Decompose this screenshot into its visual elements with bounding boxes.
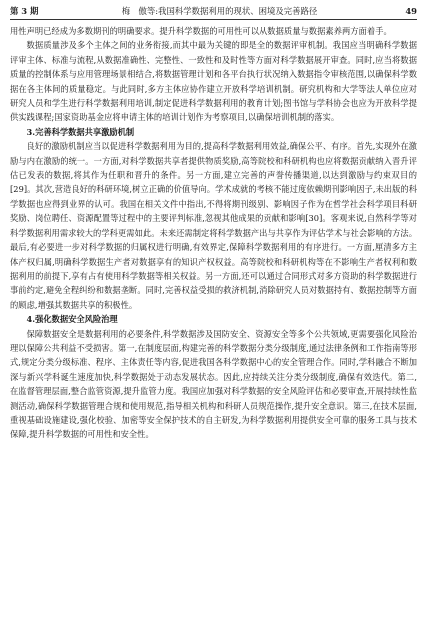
page-number: 49 — [405, 6, 417, 16]
section-heading-security: 4.强化数据安全风险治理 — [26, 314, 118, 325]
running-title: 梅 傲等:我国科学数据利用的现状、困境及完善路径 — [121, 6, 318, 16]
body-text — [10, 24, 417, 442]
paragraph-incentive: 良好的激励机制应当以促进科学数据利用为目的,提高科学数据利用效益,确保公平、有序。首先,实现外在激励与内在激励的统一。一方面,对科学数据共享者提供物质奖励,高等院校和科研机构也应将数据贡献纳入晋升评估已发表的数据,将其作为任职和晋升的条件。另一方面,建立完善的声誉传播渠道,以达到激励与约束双目的[29]。其次,营造良好的科研环境,树立正确的价值导向。学术成就的考核不能过度依赖期刊影响因子,未出版的科学数据也应得到业界的认可。我国在相关文件中指出,不得将期刊级别、影响因子作为在哲学社会科学项目科研奖励、岗位聘任、资源配置等过程中的主要评判标准,忽视其他成果的贡献和影响[30]。客观来说,自然科学等对科学数据利用需求较大的学科更需如此。未来还需制定将科学数据产出与共享作为评估学术与社会影响的方法。最后,有必要进一步对科学数据的归属权进行明确,有效界定,保障科学数据利用的有序进行。一方面,厘清多方主体产权归属,明确科学数据生产者对数据享有的知识产权权益。高等院校和科研机构等在不影响生产者权利和数据利用的前提下,享有占有使用科学数据等相关权益。另一方面,还可以通过合同形式对多方资助的科学数据进行事前约定,避免全程纠纷和数据垄断。同时,完善权益受损的救济机制,消除研究人员对数据持有、数据控制等方面的顾虑,增强其数据共享的积极性。 — [10, 141, 417, 310]
issue-label: 第 3 期 — [10, 6, 39, 16]
paragraph-data-quality: 数据质量涉及多个主体之间的业务衔接,而其中最为关键的即是全的数据评审机制。我国应当明确科学数据评审主体、标准与流程,从数据准确性、完整性、一致性和及时性等方面对科学数据展开审查。同时,应当将数据质量的控制体系与应用管理场景相结合,将数据管理计划和各平台执行状况纳入数据指令审核范围,以确保科学数据在各主体间的质量稳定。与此同时,多方主体应协作建立开放科学培训机制。研究机构和大学等法人单位应对研究人员和学生进行科学数据利用培训,制定促进科学数据利用的教育计划;图书馆与学科协会也应为开放科学提供实践课程;国家资助基金应将申请主体的培训计划作为考察项目,以确保培训机制的落实。 — [10, 40, 417, 123]
paragraph-continuation: 用性声明已经成为多数期刊的明确要求。提升科学数据的可用性可以从数据质量与数据素养两方面着手。 — [10, 26, 392, 36]
paragraph-security: 保障数据安全是数据利用的必要条件,科学数据涉及国防安全、资源安全等多个公共领域,更需要强化风险治理以保障公共利益不受损害。第一,在制度层面,构建完善的科学数据分类分级制度,通过法律条例和工作指南等形式,规定分类分级标准、程序、主体责任等内容,促进我国各科学数据中心的安全管理合作。同时,学科融合不断加深与新兴学科诞生速度加快,科学数据处于动态发展状态。因此,应持续关注分类分级制度,确保有效迭代。第二,在监督管理层面,整合监管资源,提升监管力度。我国应加强对科学数据的安全风险评估和必要审查,开展持续性监测活动,确保科学数据管理合规和使用规范,指导相关机构和科研人员规范操作,提升安全意识。第三,在技术层面,重视基础设施建设,强化校验、加密等安全保护技术的自主研发,为科学数据利用提供安全可靠的服务工具与技术保障,提升科学数据的可用性和安全性。 — [10, 328, 417, 440]
running-header — [10, 4, 417, 20]
document-page — [10, 4, 417, 618]
section-heading-incentive: 3.完善科学数据共享激励机制 — [26, 126, 135, 137]
